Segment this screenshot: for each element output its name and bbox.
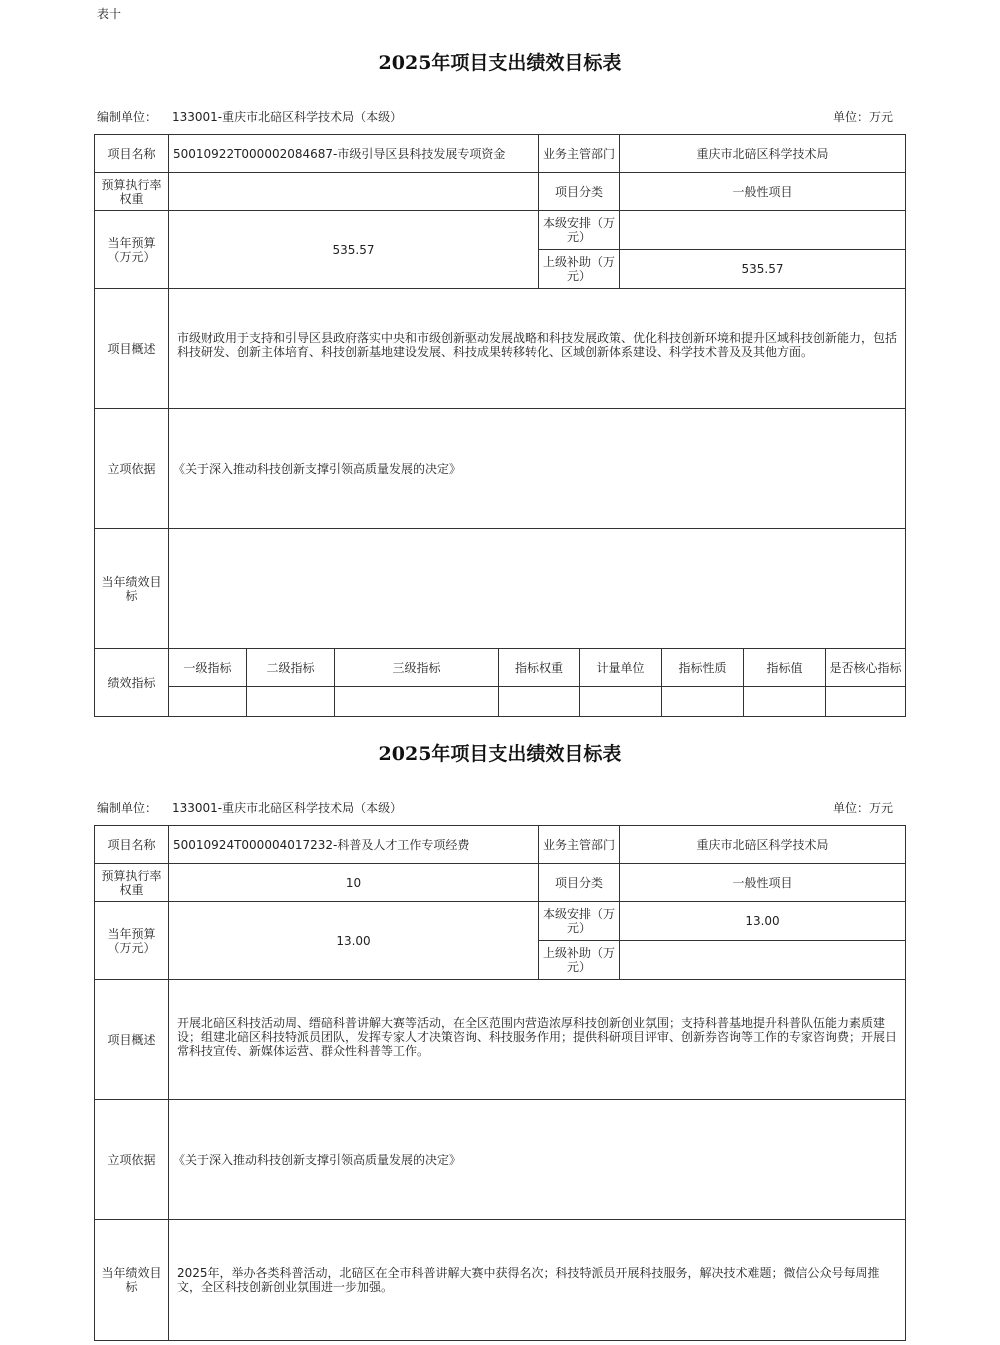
indicator-header-weight: 指标权重 (499, 649, 580, 687)
basis-label: 立项依据 (95, 409, 169, 529)
table-2-title: 2025年项目支出绩效目标表 (378, 743, 622, 765)
subsidy-label: 上级补助（万元） (539, 250, 620, 289)
goal-text: 2025年，举办各类科普活动，北碚区在全市科普讲解大赛中获得名次；科技特派员开展科技服务，解决技术难题；微信公众号每周推文，全区科技创新创业氛围进一步加强。 (177, 1266, 880, 1294)
goal-value (169, 529, 905, 649)
table-1-currency: 单位：万元 (833, 110, 894, 124)
goal-label: 当年绩效目标 (95, 529, 169, 649)
table-1-unit-label: 编制单位： (97, 110, 158, 124)
local-label: 本级安排（万元） (539, 902, 620, 941)
overview-text: 开展北碚区科技活动周、缙碚科普讲解大赛等活动，在全区范围内营造浓厚科技创新创业氛围；支持科普基地提升科普队伍能力素质建设；组建北碚区科技特派员团队，发挥专家人才决策咨询、科技服务作用；提供科研项目评审、创新券咨询等工作的专家咨询费；开展日常科技宣传、新媒体运营、群众性科普等工作。 (177, 1015, 898, 1058)
project-name-value: 50010924T000004017232-科普及人才工作专项经费 (169, 826, 539, 864)
dept-value: 重庆市北碚区科学技术局 (620, 135, 905, 173)
local-label: 本级安排（万元） (539, 211, 620, 250)
overview-text: 市级财政用于支持和引导区县政府落实中央和市级创新驱动发展战略和科技发展政策、优化科技创新环境和提升区域科技创新能力，包括科技研发、创新主体培育、科技创新基地建设发展、科技成果转移转化、区域创新体系建设、科学技术普及及其他方面。 (177, 331, 898, 359)
indicator-cell (499, 687, 580, 716)
indicator-cell (662, 687, 744, 716)
weight-value (169, 173, 539, 211)
basis-label: 立项依据 (95, 1100, 169, 1220)
category-label: 项目分类 (539, 173, 620, 211)
overview-cell (169, 289, 905, 409)
indicator-header-nature: 指标性质 (662, 649, 744, 687)
indicator-cell (247, 687, 335, 716)
category-value: 一般性项目 (620, 864, 905, 902)
indicator-cell (580, 687, 662, 716)
indicator-header-core: 是否核心指标 (826, 649, 905, 687)
budget-value: 535.57 (169, 211, 539, 289)
table-1-unit-value: 133001-重庆市北碚区科学技术局（本级） (172, 110, 403, 124)
local-value (620, 211, 905, 250)
project-name-label: 项目名称 (95, 135, 169, 173)
page-label: 表十 (97, 7, 122, 21)
table-2-currency: 单位：万元 (833, 801, 894, 815)
indicator-header-level3: 三级指标 (335, 649, 499, 687)
indicator-cell (169, 687, 247, 716)
category-value: 一般性项目 (620, 173, 905, 211)
dept-value: 重庆市北碚区科学技术局 (620, 826, 905, 864)
table-2-unit-label: 编制单位： (97, 801, 158, 815)
budget-value: 13.00 (169, 902, 539, 980)
weight-label: 预算执行率权重 (95, 864, 169, 902)
table-1 (94, 134, 906, 717)
overview-cell (169, 980, 905, 1100)
local-value: 13.00 (620, 902, 905, 941)
project-name-label: 项目名称 (95, 826, 169, 864)
indicator-header-unit: 计量单位 (580, 649, 662, 687)
table-1-title: 2025年项目支出绩效目标表 (378, 52, 622, 74)
basis-value: 《关于深入推动科技创新支撑引领高质量发展的决定》 (169, 1100, 905, 1220)
indicator-cell (826, 687, 905, 716)
goal-label: 当年绩效目标 (95, 1220, 169, 1340)
overview-label: 项目概述 (95, 980, 169, 1100)
weight-label: 预算执行率权重 (95, 173, 169, 211)
basis-value: 《关于深入推动科技创新支撑引领高质量发展的决定》 (169, 409, 905, 529)
overview-label: 项目概述 (95, 289, 169, 409)
indicator-cell (335, 687, 499, 716)
goal-cell (169, 1220, 905, 1340)
subsidy-label: 上级补助（万元） (539, 941, 620, 980)
indicators-label: 绩效指标 (95, 649, 169, 716)
category-label: 项目分类 (539, 864, 620, 902)
indicator-cell (744, 687, 826, 716)
budget-label: 当年预算（万元） (95, 211, 169, 289)
subsidy-value (620, 941, 905, 980)
table-2-unit-value: 133001-重庆市北碚区科学技术局（本级） (172, 801, 403, 815)
dept-label: 业务主管部门 (539, 826, 620, 864)
indicator-header-level2: 二级指标 (247, 649, 335, 687)
dept-label: 业务主管部门 (539, 135, 620, 173)
project-name-value: 50010922T000002084687-市级引导区县科技发展专项资金 (169, 135, 539, 173)
budget-label: 当年预算（万元） (95, 902, 169, 980)
subsidy-value: 535.57 (620, 250, 905, 289)
indicator-header-value: 指标值 (744, 649, 826, 687)
indicator-header-level1: 一级指标 (169, 649, 247, 687)
table-2 (94, 825, 906, 1341)
weight-value: 10 (169, 864, 539, 902)
